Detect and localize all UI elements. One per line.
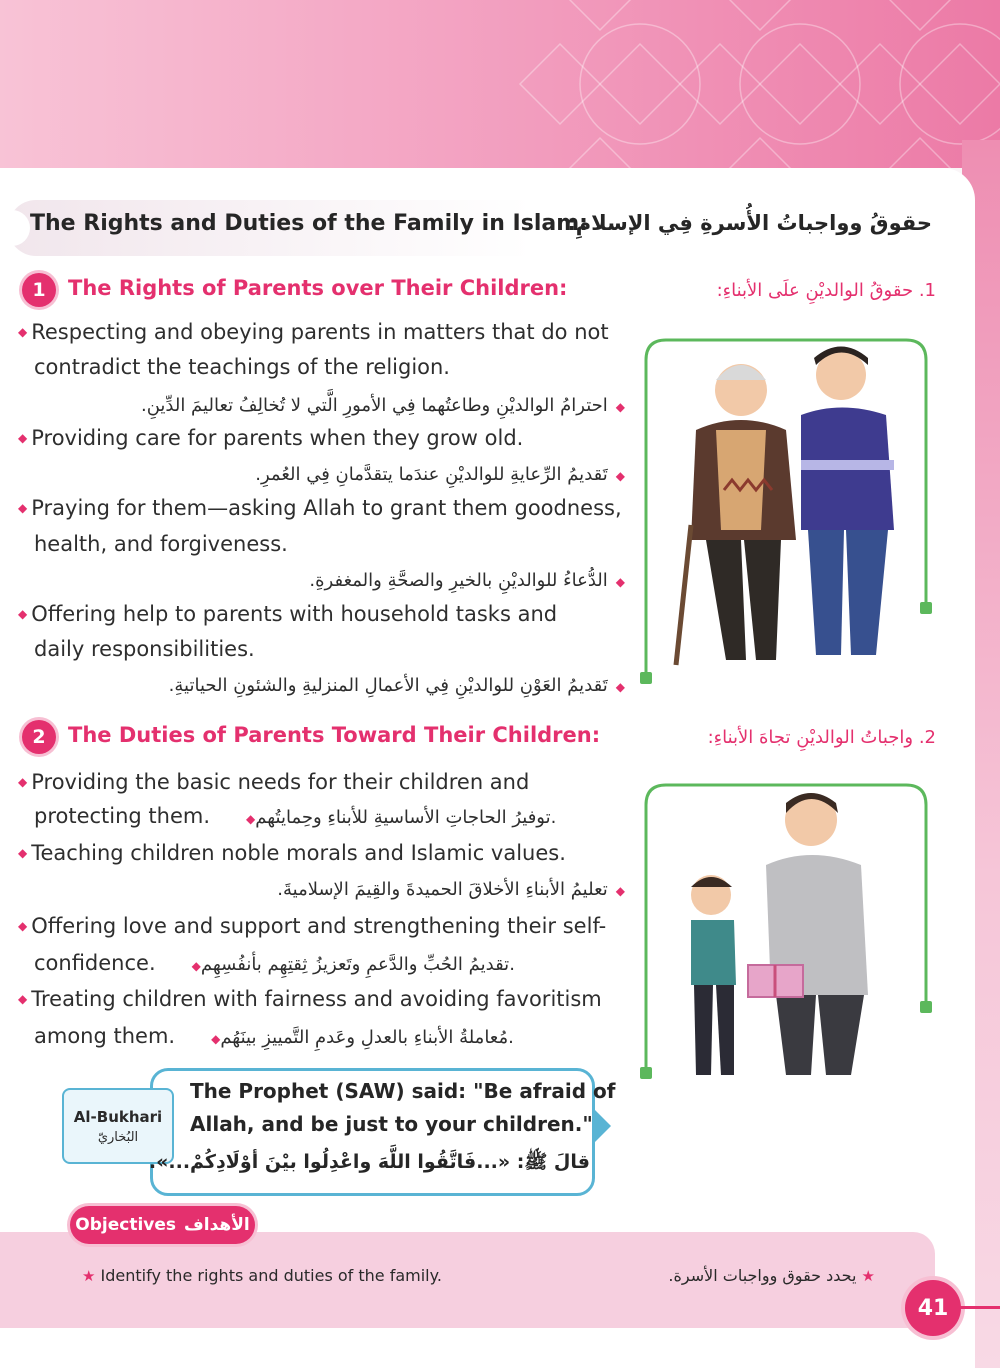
bullet-icon: ◆ (18, 846, 28, 860)
bullet-en-cont: contradict the teachings of the religion. (34, 355, 450, 379)
star-icon: ★ (82, 1267, 96, 1285)
bullet-ar: ◆الدُّعاءُ للوالديْنِ بالخيرِ والصحَّةِ والمغفرةِ. (309, 570, 625, 591)
bullet-ar: ◆تَقديمُ الرِّعايةِ للوالديْنِ عندَما يتقدَّمانِ فِي العُمرِ. (255, 464, 625, 485)
grandfather-figure (676, 364, 796, 665)
page-number-line (960, 1306, 1000, 1309)
bullet-icon: ◆ (18, 325, 28, 339)
source-ar: البُخاريّ (97, 1129, 139, 1145)
hadith-en-line-2: Allah, and be just to your children." (190, 1112, 593, 1136)
objective-ar: ★ يحدد حقوق وواجبات الأسرة. (668, 1266, 875, 1285)
bullet-icon: ◆ (615, 884, 625, 898)
bullet-icon: ◆ (615, 680, 625, 694)
bullet-icon: ◆ (191, 959, 201, 973)
bullet-en-cont: protecting them. ◆توفيرُ الحاجاتِ الأساسيةِ للأبناءِ وحِمايتُهم. (34, 804, 557, 828)
bullet-icon: ◆ (18, 919, 28, 933)
section-1-title-en: The Rights of Parents over Their Children: (68, 276, 568, 300)
hadith-ar: قالَ ﷺ: «...فَاتَّقُوا اللَّهَ واعْدِلُوا بيْنَ أوْلَادِكُمْ...». (148, 1151, 590, 1173)
section-1-number: 1 (22, 273, 56, 307)
bullet-icon: ◆ (18, 992, 28, 1006)
section-2-number: 2 (22, 720, 56, 754)
bullet-icon: ◆ (211, 1032, 221, 1046)
section-1-title-ar: 1. حقوقُ الوالديْنِ علَى الأبناءِ: (716, 280, 936, 301)
section-2-title-en: The Duties of Parents Toward Their Children: (68, 723, 601, 747)
bullet-icon: ◆ (18, 607, 28, 621)
bullet-icon: ◆ (615, 400, 625, 414)
bullet-icon: ◆ (615, 469, 625, 483)
bullet-en: ◆ Offering love and support and strengthening their self- (18, 914, 607, 938)
box-arrow-right (593, 1108, 611, 1144)
father-figure (801, 347, 894, 656)
bullet-en-cont: among them. ◆مُعاملةُ الأبناءِ بالعدلِ وعَدمِ التَّمييزِ بينَهُم. (34, 1024, 514, 1048)
bullet-icon: ◆ (18, 431, 28, 445)
objective-en: ★ Identify the rights and duties of the family. (82, 1266, 442, 1285)
parent-figure (766, 793, 868, 1075)
star-icon: ★ (861, 1267, 875, 1285)
bullet-en: ◆ Offering help to parents with household tasks and (18, 602, 558, 626)
source-en: Al-Bukhari (73, 1107, 163, 1126)
page-title-en: The Rights and Duties of the Family in Islam: (30, 211, 588, 236)
bullet-en: ◆ Praying for them—asking Allah to grant them goodness, (18, 496, 622, 520)
bullet-ar: ◆تَقديمُ العَوْنِ للوالديْنِ فِي الأعمالِ المنزليةِ والشئونِ الحياتيةِ. (168, 675, 625, 696)
objectives-label-en: Objectives (75, 1215, 177, 1235)
bullet-ar: ◆احترامُ الوالديْنِ وطاعتُهما فِي الأمورِ الَّتي لا تُخالِفُ تعاليمَ الدِّينِ. (140, 395, 625, 416)
illustration-frame-2 (636, 775, 936, 1085)
bullet-en: ◆ Treating children with fairness and avoiding favoritism (18, 987, 602, 1011)
page-number: 41 (905, 1280, 961, 1336)
objectives-label-ar: الأهداف (184, 1215, 250, 1235)
bullet-icon: ◆ (615, 575, 625, 589)
bullet-icon: ◆ (18, 501, 28, 515)
geometric-pattern (0, 0, 1000, 168)
hadith-en-line-1: The Prophet (SAW) said: "Be afraid of (190, 1079, 616, 1103)
section-2-title-ar: 2. واجباتُ الوالديْنِ تجاهَ الأبناءِ: (707, 727, 936, 748)
page-title-ar: حقوقُ وواجباتُ الأُسرةِ فِي الإسلامِ: (567, 211, 932, 235)
child-figure (691, 875, 736, 1075)
bullet-icon: ◆ (246, 812, 256, 826)
bullet-en: ◆ Providing care for parents when they grow old. (18, 426, 524, 450)
bullet-en-cont: confidence. ◆تقديمُ الحُبِّ والدَّعمِ وتَعزيزُ ثِقتِهِم بأنفُسِهِم. (34, 951, 515, 975)
bullet-en: ◆ Respecting and obeying parents in matters that do not (18, 320, 609, 344)
header-band (0, 0, 1000, 168)
objectives-label (70, 1206, 255, 1244)
illustration-frame-1 (636, 330, 936, 690)
bullet-ar: ◆تعليمُ الأبناءِ الأخلاقَ الحميدةَ والقِيمَ الإسلاميةَ. (277, 879, 625, 900)
bullet-en: ◆ Teaching children noble morals and Islamic values. (18, 841, 566, 865)
bullet-en-cont: health, and forgiveness. (34, 532, 288, 556)
bullet-icon: ◆ (18, 775, 28, 789)
bullet-en: ◆ Providing the basic needs for their children and (18, 770, 530, 794)
gift-box (748, 965, 803, 997)
bullet-en-cont: daily responsibilities. (34, 637, 255, 661)
